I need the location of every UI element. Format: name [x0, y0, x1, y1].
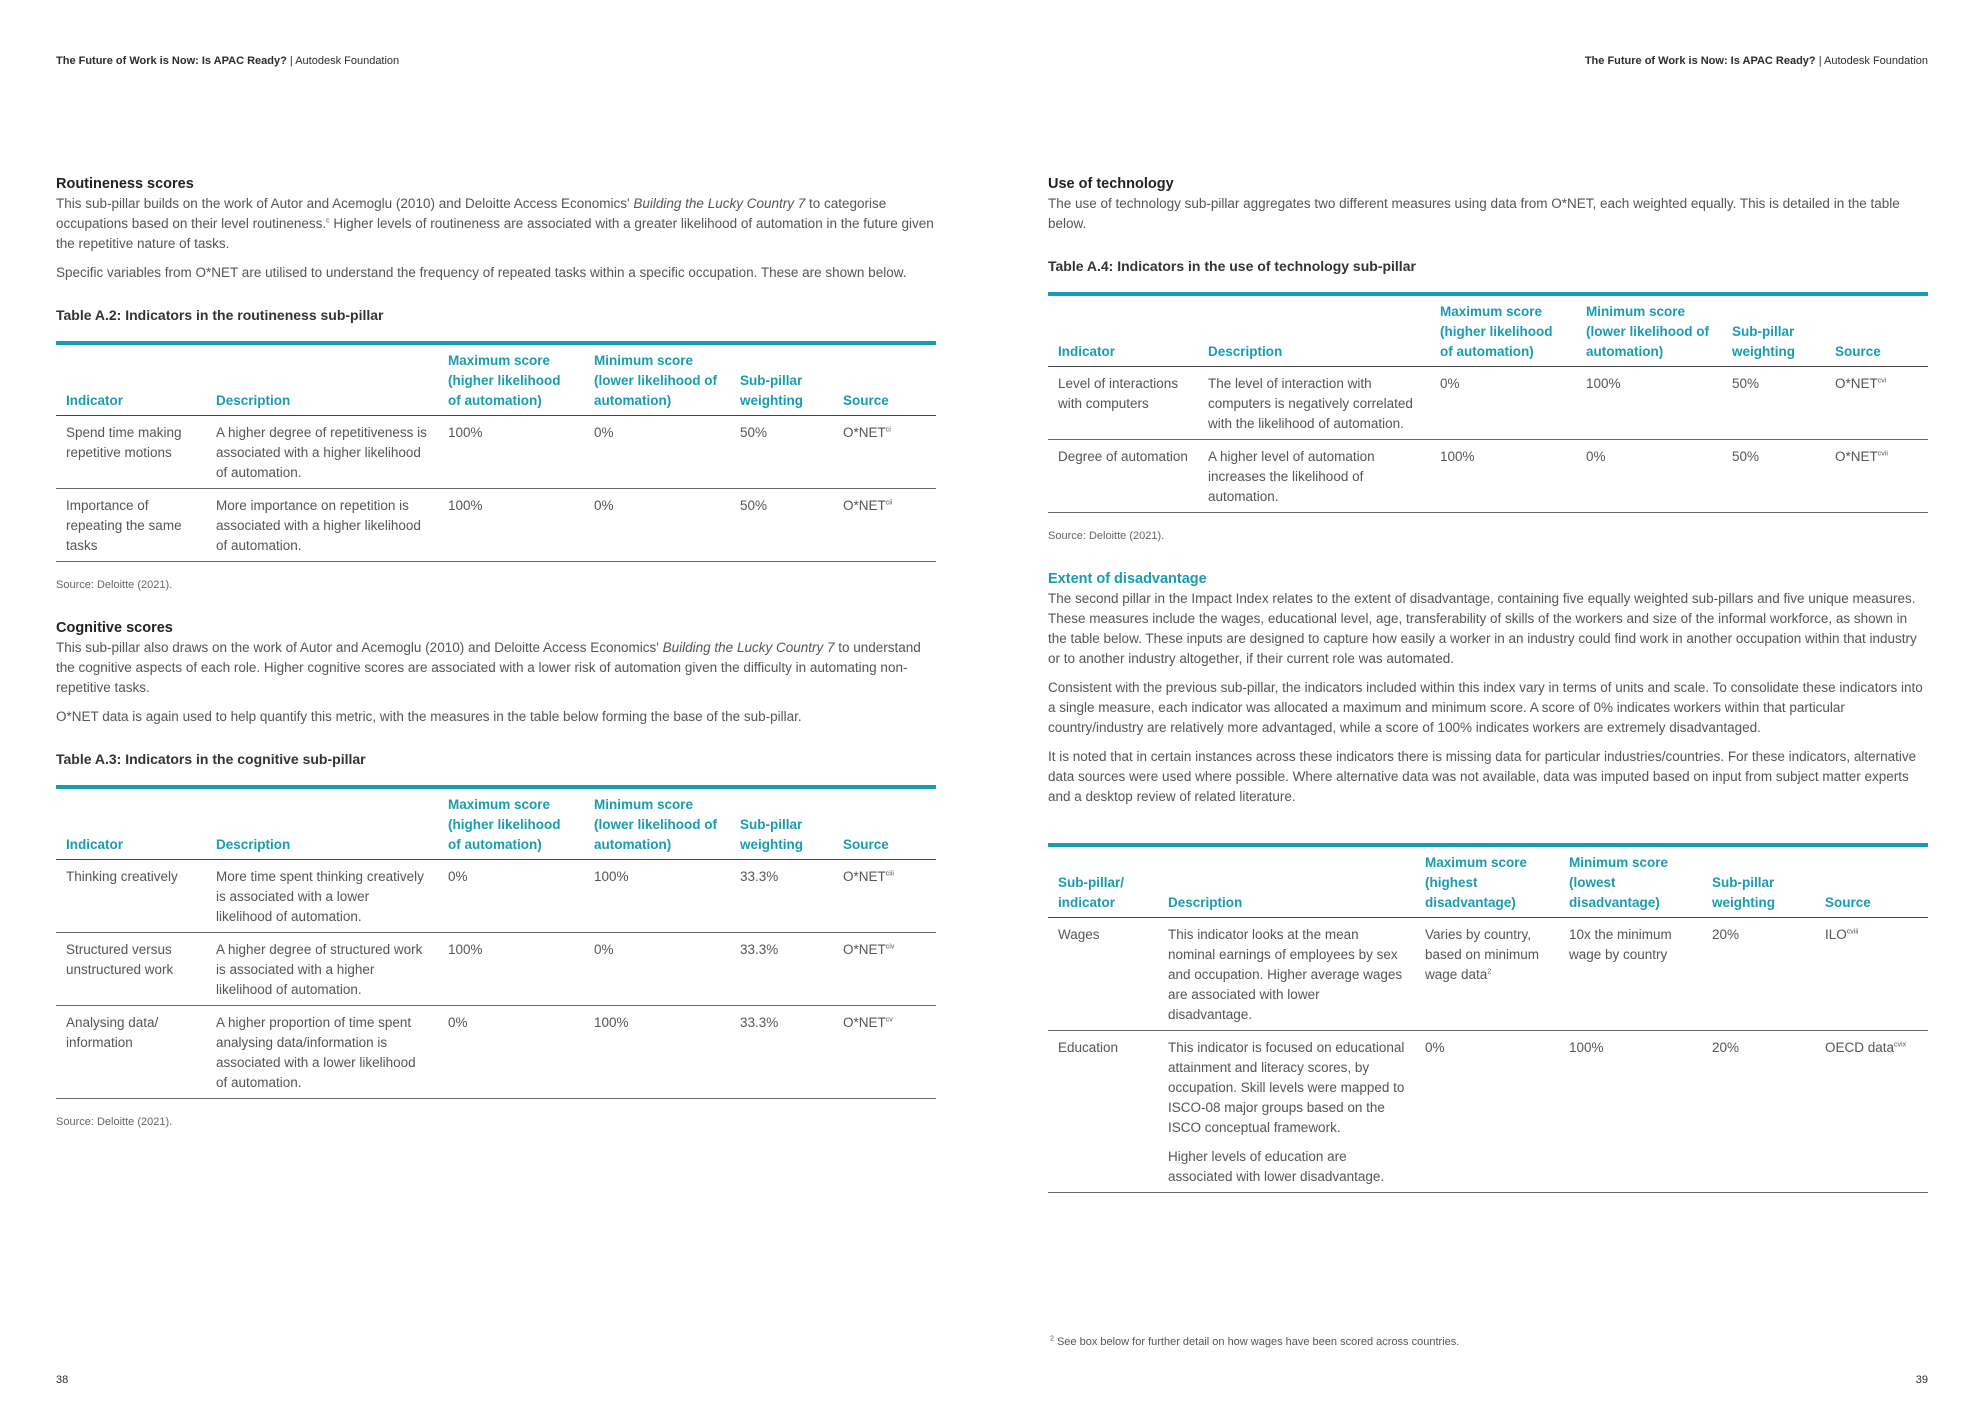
- cell-weighting: 20%: [1702, 918, 1815, 1031]
- col-header: Maximum score (higher likelihood of automation): [438, 343, 584, 416]
- disadvantage-paragraph-2: Consistent with the previous sub-pillar, the indicators included within this index vary in terms of units and scale. To consolidate these indicators into a single measure, each indicator was allocated a maximum and minimum score. A score of 0% indicates workers within that particular country/industry are relatively more advantaged, while a score of 100% indicates workers are extremely disadvantaged.: [1048, 680, 1923, 735]
- col-header: Source: [833, 343, 936, 416]
- col-header: Description: [206, 787, 438, 860]
- table-disadvantage: [1048, 843, 1928, 1193]
- cell-description: More importance on repetition is associated with a higher likelihood of automation.: [206, 489, 438, 562]
- col-header: Source: [1825, 294, 1928, 367]
- cell-min-score: 0%: [584, 489, 730, 562]
- cell-indicator: Analysing data/ information: [56, 1006, 206, 1099]
- col-header: Indicator: [56, 787, 206, 860]
- left-column: [56, 174, 936, 1129]
- right-column: [1048, 174, 1928, 1193]
- cell-description: A higher degree of structured work is associated with a higher likelihood of automation.: [206, 933, 438, 1006]
- cell-min-score: 0%: [1576, 440, 1722, 513]
- table-a4-source: Source: Deloitte (2021).: [1048, 530, 1165, 542]
- cell-weighting: 33.3%: [730, 1006, 833, 1099]
- technology-heading: Use of technology: [1048, 176, 1174, 192]
- disadvantage-heading: Extent of disadvantage: [1048, 571, 1207, 587]
- cell-weighting: 50%: [1722, 367, 1825, 440]
- table-a3: [56, 785, 936, 1099]
- table-row: [56, 489, 936, 562]
- col-header: Maximum score (higher likelihood of automation): [438, 787, 584, 860]
- col-header: Sub-pillar weighting: [730, 343, 833, 416]
- col-header: Sub-pillar weighting: [1722, 294, 1825, 367]
- cell-source: OECD data$^{cvix}$: [1815, 1031, 1928, 1193]
- cell-description: A higher proportion of time spent analysing data/information is associated with a lower likelihood of automation.: [206, 1006, 438, 1099]
- col-header: Minimum score (lower likelihood of automation): [584, 343, 730, 416]
- cell-indicator: Degree of automation: [1048, 440, 1198, 513]
- table-a2-caption: Table A.2: Indicators in the routineness sub-pillar: [56, 307, 384, 323]
- cell-source: $O*NET^{cvii}$: [1825, 440, 1928, 513]
- cell-max-score: Varies by country, based on minimum wage data$^2$: [1415, 918, 1559, 1031]
- page-right: [992, 0, 1984, 1403]
- cell-max-score: 100%: [1430, 440, 1576, 513]
- page-number-left: 38: [56, 1374, 69, 1386]
- page-number-right: 39: [1915, 1374, 1928, 1386]
- col-header: Sub-pillar/ indicator: [1048, 845, 1158, 918]
- table-a4-caption: Table A.4: Indicators in the use of technology sub-pillar: [1048, 258, 1416, 274]
- cell-min-score: 100%: [584, 860, 730, 933]
- col-header: Description: [206, 343, 438, 416]
- table-header-row: [1048, 294, 1928, 367]
- cell-description: A higher level of automation increases the likelihood of automation.: [1198, 440, 1430, 513]
- col-header: Minimum score (lowest disadvantage): [1559, 845, 1702, 918]
- table-row: [1048, 1031, 1928, 1193]
- col-header: Sub-pillar weighting: [730, 787, 833, 860]
- cell-description: The level of interaction with computers is negatively correlated with the likelihood of automation.: [1198, 367, 1430, 440]
- col-header: Indicator: [56, 343, 206, 416]
- cell-weighting: 33.3%: [730, 933, 833, 1006]
- routineness-paragraph-1: This sub-pillar builds on the work of Autor and Acemoglu (2010) and Deloitte Access Economics' Building the Lucky Country 7 to categorise occupations based on their level routineness.$^c$ Higher levels of routineness are associated with a greater likelihood of automation in the future given the repetitive nature of tasks.: [56, 196, 934, 251]
- cell-source: $O*NET^{cvi}$: [1825, 367, 1928, 440]
- routineness-paragraph-2: Specific variables from O*NET are utilised to understand the frequency of repeated tasks within a specific occupation. These are shown below.: [56, 265, 907, 280]
- header-org: Autodesk Foundation: [1824, 55, 1928, 67]
- routineness-heading: Routineness scores: [56, 176, 194, 192]
- table-row: [1048, 918, 1928, 1031]
- table-a2-source: Source: Deloitte (2021).: [56, 579, 173, 591]
- cognitive-paragraph-1: This sub-pillar also draws on the work of Autor and Acemoglu (2010) and Deloitte Access Economics' Building the Lucky Country 7 to understand the cognitive aspects of each role. Higher cognitive scores are associated with a lower risk of automation given the difficulty in automating non-repetitive tasks.: [56, 640, 921, 695]
- header-title: The Future of Work is Now: Is APAC Ready?: [1584, 55, 1816, 67]
- col-header: Source: [1815, 845, 1928, 918]
- cell-source: $O*NET^{cii}$: [833, 489, 936, 562]
- cell-min-score: 100%: [1559, 1031, 1702, 1193]
- cell-min-score: 0%: [584, 933, 730, 1006]
- cell-weighting: 50%: [730, 416, 833, 489]
- cell-description: More time spent thinking creatively is associated with a lower likelihood of automation.: [206, 860, 438, 933]
- table-header-row: [56, 343, 936, 416]
- cell-weighting: 33.3%: [730, 860, 833, 933]
- col-header: Minimum score (lower likelihood of automation): [1576, 294, 1722, 367]
- disadvantage-paragraph-1: The second pillar in the Impact Index relates to the extent of disadvantage, containing five equally weighted sub-pillars and five unique measures. These measures include the wages, educational level, age, transferability of skills of the workers and size of the informal workforce, as shown in the table below. These inputs are designed to capture how easily a worker in an industry could find work in another occupation within that industry or to another industry altogether, if their current role was automated.: [1048, 591, 1917, 666]
- col-header: Maximum score (highest disadvantage): [1415, 845, 1559, 918]
- cell-min-score: 0%: [584, 416, 730, 489]
- cell-description: This indicator looks at the mean nominal earnings of employees by sex and occupation. Higher average wages are associated with lower disadvantage.: [1158, 918, 1415, 1031]
- cell-source: $O*NET^{civ}$: [833, 933, 936, 1006]
- col-header: Description: [1198, 294, 1430, 367]
- table-row: [1048, 440, 1928, 513]
- table-row: [56, 933, 936, 1006]
- footnote: $^2$ See box below for further detail on how wages have been scored across countries.: [1050, 1335, 1460, 1348]
- technology-paragraph-1: The use of technology sub-pillar aggregates two different measures using data from O*NET, each weighted equally. This is detailed in the table below.: [1048, 196, 1900, 231]
- cell-max-score: 100%: [438, 933, 584, 1006]
- cell-description: This indicator is focused on educational attainment and literacy scores, by occupation. Skill levels were mapped to ISCO-08 major groups based on the ISCO conceptual framework. Higher levels of education are associated with lower disadvantage.: [1158, 1031, 1415, 1193]
- table-a3-caption: Table A.3: Indicators in the cognitive sub-pillar: [56, 751, 366, 767]
- cell-max-score: 0%: [1430, 367, 1576, 440]
- col-header: Indicator: [1048, 294, 1198, 367]
- cell-source: $O*NET^{ci}$: [833, 416, 936, 489]
- cell-max-score: 0%: [438, 860, 584, 933]
- table-header-row: [1048, 845, 1928, 918]
- col-header: Maximum score (higher likelihood of automation): [1430, 294, 1576, 367]
- cell-indicator: Spend time making repetitive motions: [56, 416, 206, 489]
- cell-source: $ILO^{cviii}$: [1815, 918, 1928, 1031]
- cognitive-paragraph-2: O*NET data is again used to help quantify this metric, with the measures in the table below forming the base of the sub-pillar.: [56, 709, 802, 724]
- table-header-row: [56, 787, 936, 860]
- cell-max-score: 100%: [438, 416, 584, 489]
- col-header: Source: [833, 787, 936, 860]
- table-row: [1048, 367, 1928, 440]
- cell-indicator: Structured versus unstructured work: [56, 933, 206, 1006]
- cell-description: A higher degree of repetitiveness is associated with a higher likelihood of automation.: [206, 416, 438, 489]
- table-a4: [1048, 292, 1928, 513]
- cell-max-score: 0%: [438, 1006, 584, 1099]
- cell-indicator: Importance of repeating the same tasks: [56, 489, 206, 562]
- cell-weighting: 20%: [1702, 1031, 1815, 1193]
- table-a3-source: Source: Deloitte (2021).: [56, 1116, 173, 1128]
- cell-min-score: 10x the minimum wage by country: [1559, 918, 1702, 1031]
- col-header: Sub-pillar weighting: [1702, 845, 1815, 918]
- header-org: Autodesk Foundation: [295, 55, 400, 67]
- col-header: Description: [1158, 845, 1415, 918]
- col-header: Minimum score (lower likelihood of automation): [584, 787, 730, 860]
- cell-source: $O*NET^{ciii}$: [833, 860, 936, 933]
- cell-weighting: 50%: [730, 489, 833, 562]
- table-row: [56, 1006, 936, 1099]
- cell-indicator: Education: [1048, 1031, 1158, 1193]
- cognitive-heading: Cognitive scores: [56, 620, 173, 636]
- cell-source: $O*NET^{cv}$: [833, 1006, 936, 1099]
- table-row: [56, 416, 936, 489]
- cell-indicator: Thinking creatively: [56, 860, 206, 933]
- cell-indicator: Wages: [1048, 918, 1158, 1031]
- cell-max-score: 0%: [1415, 1031, 1559, 1193]
- header-title: The Future of Work is Now: Is APAC Ready?: [56, 55, 287, 67]
- cell-min-score: 100%: [584, 1006, 730, 1099]
- table-row: [56, 860, 936, 933]
- cell-min-score: 100%: [1576, 367, 1722, 440]
- cell-max-score: 100%: [438, 489, 584, 562]
- running-header-right: The Future of Work is Now: Is APAC Ready? | Autodesk Foundation: [1584, 55, 1928, 67]
- running-header-left: The Future of Work is Now: Is APAC Ready? | Autodesk Foundation: [56, 55, 400, 67]
- cell-indicator: Level of interactions with computers: [1048, 367, 1198, 440]
- table-a2: [56, 341, 936, 562]
- disadvantage-paragraph-3: It is noted that in certain instances across these indicators there is missing data for particular industries/countries. For these indicators, alternative data sources were used where possible. Where alternative data was not available, data was imputed based on input from subject matter experts and a desktop review of related literature.: [1048, 749, 1917, 804]
- cell-weighting: 50%: [1722, 440, 1825, 513]
